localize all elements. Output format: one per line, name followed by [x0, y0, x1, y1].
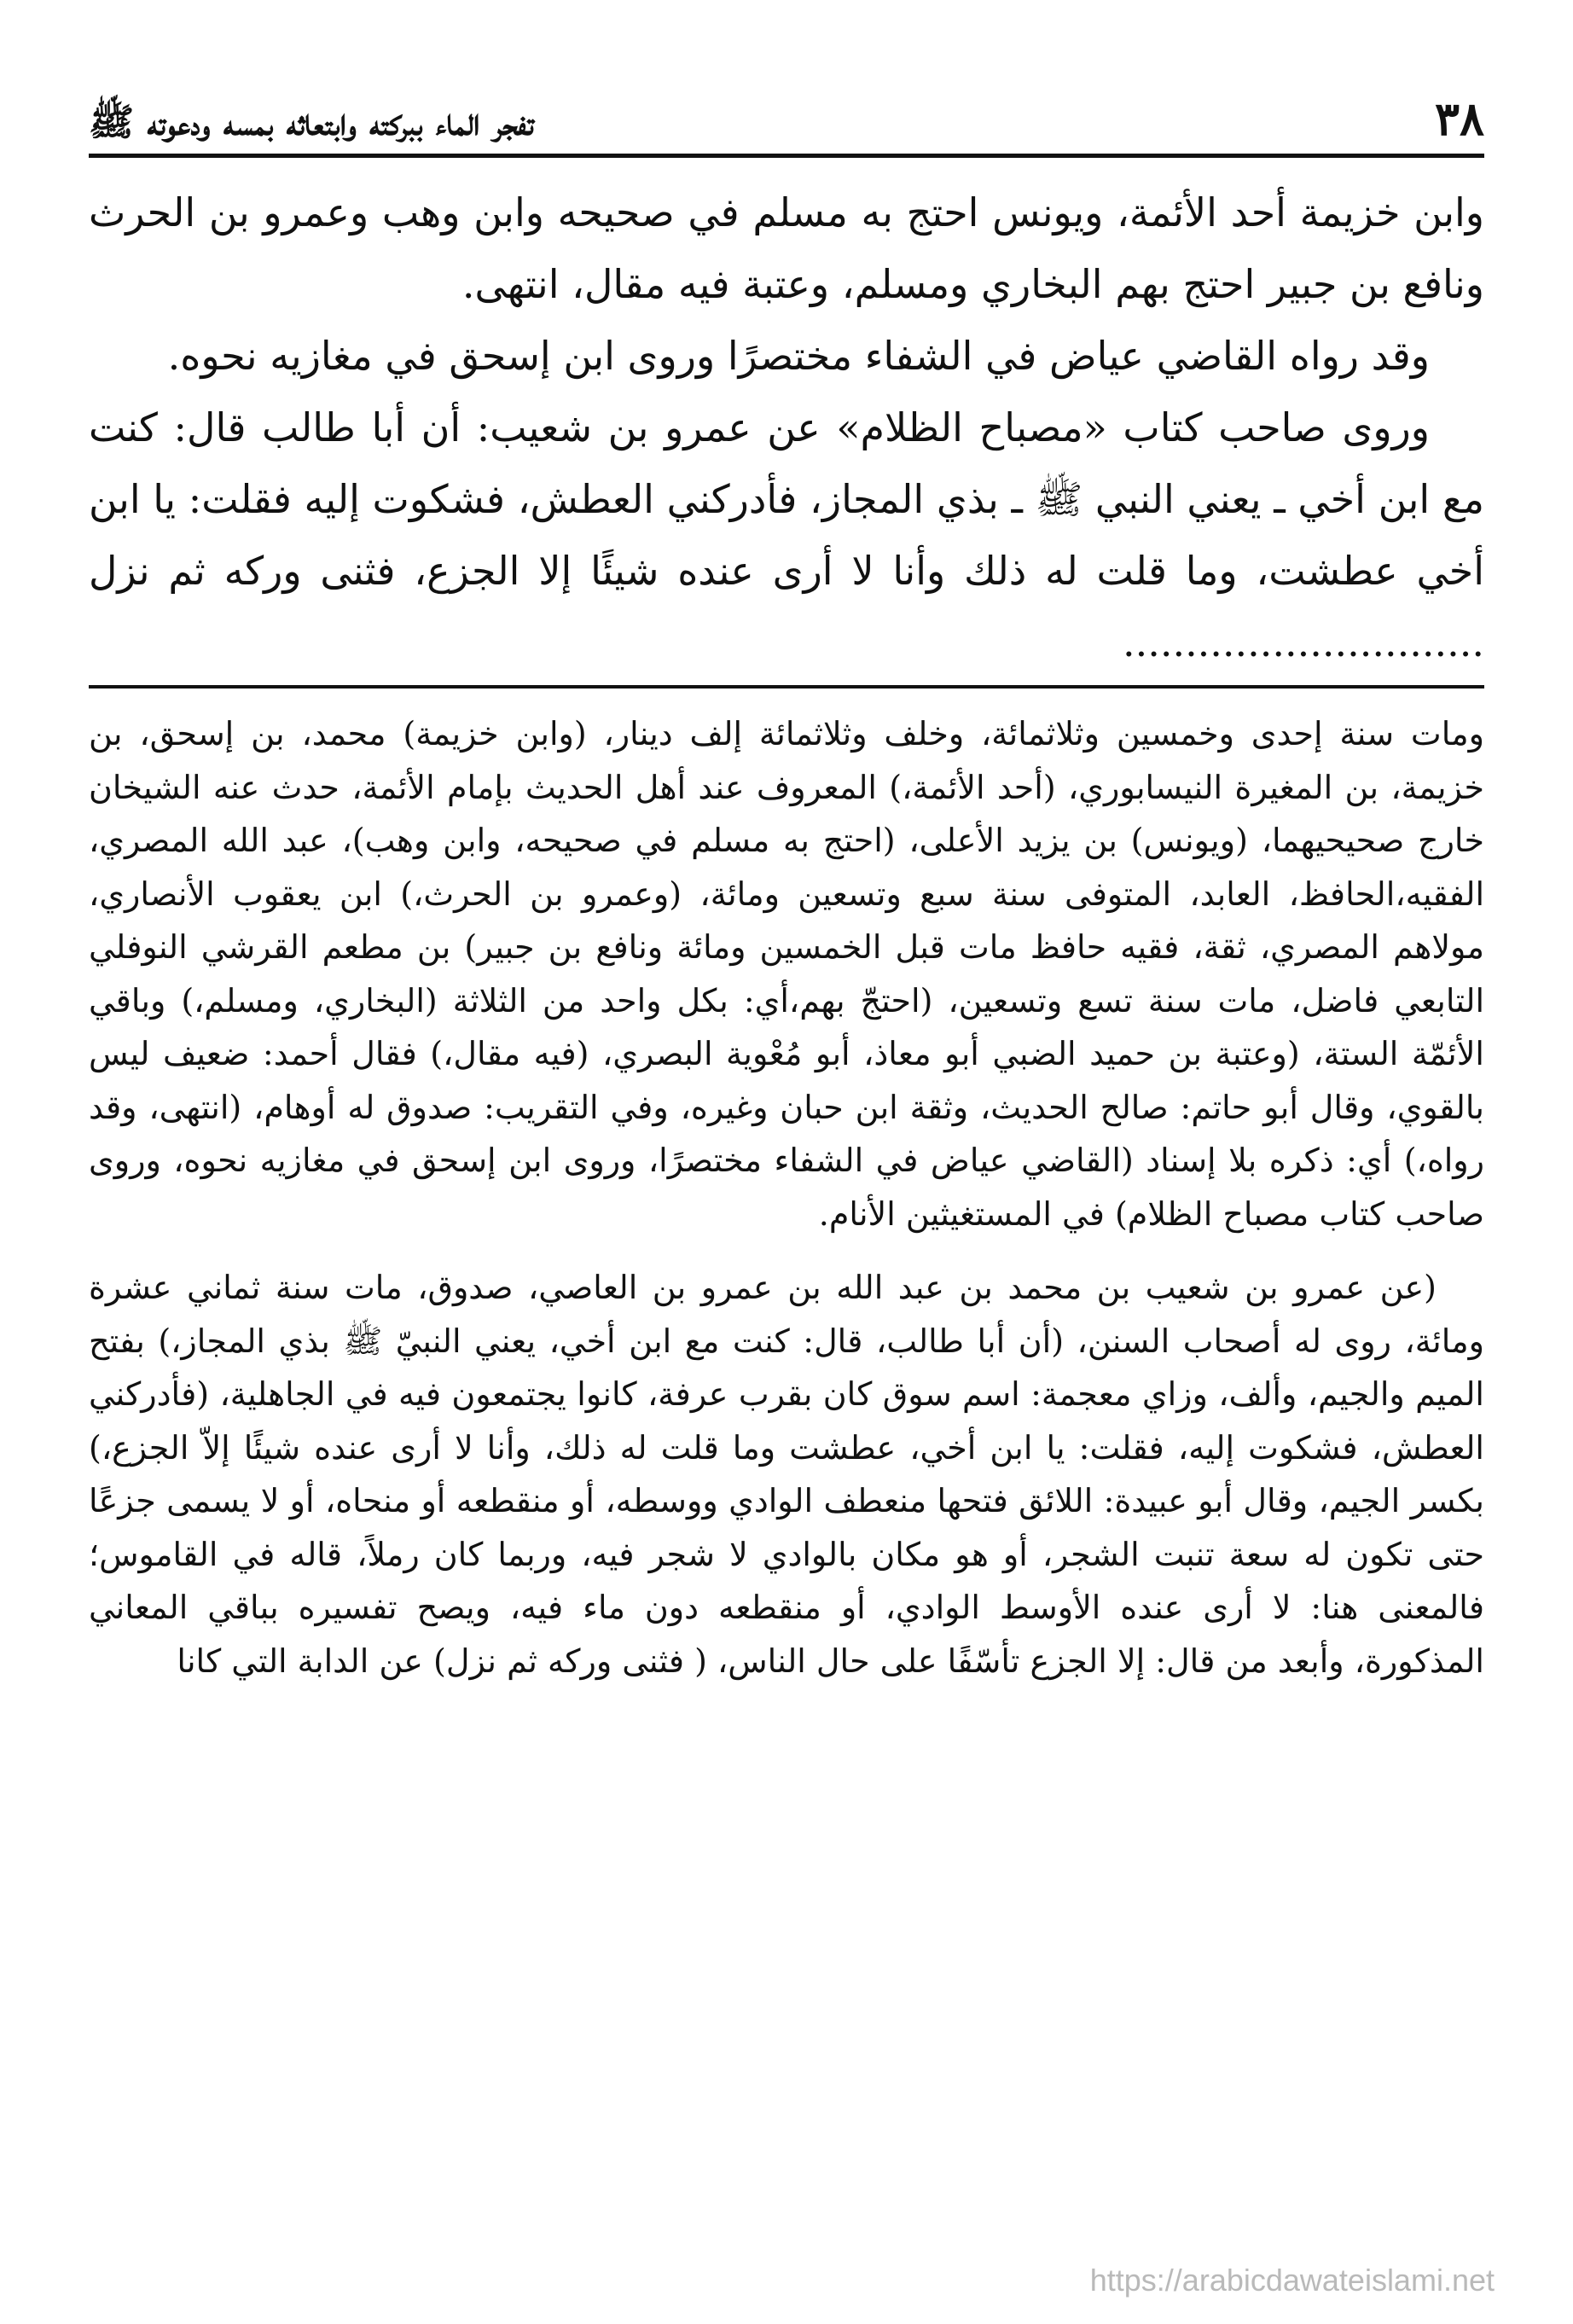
- continuation-dots: .............................: [1122, 619, 1484, 665]
- page-number: ٣٨: [1434, 91, 1484, 146]
- main-text: [89, 177, 1484, 678]
- running-title: تفجر الماء ببركته وابتعاثه بمسه ودعوته ﷺ: [89, 101, 534, 144]
- footnote-separator: [89, 685, 1484, 688]
- page-header: [89, 78, 1484, 158]
- main-paragraph-1: وابن خزيمة أحد الأئمة، ويونس احتج به مسلم في صحيحه وابن وهب وعمرو بن الحرث ونافع بن جبير احتج بهم البخاري ومسلم، وعتبة فيه مقال، انتهى.: [89, 189, 1484, 307]
- site-watermark: https://arabicdawateislami.net: [1089, 2263, 1495, 2298]
- main-paragraph-3-text: وروى صاحب كتاب «مصباح الظلام» عن عمرو بن شعيب: أن أبا طالب قال: كنت مع ابن أخي ـ يعني النبي ﷺ ـ بذي المجاز، فأدركني العطش، فشكوت إليه فقلت: يا ابن أخي عطشت، وما قلت له ذلك وأنا لا أرى عنده شيئًا إلا الجزع، فثنى وركه ثم نزل: [89, 404, 1484, 594]
- main-paragraph-2: وقد رواه القاضي عياض في الشفاء مختصرًا وروى ابن إسحق في مغازيه نحوه.: [167, 333, 1430, 379]
- commentary-paragraph-2: (عن عمرو بن شعيب بن محمد بن عبد الله بن عمرو بن العاصي، صدوق، مات سنة ثماني عشرة ومائة، روى له أصحاب السنن، (أن أبا طالب، قال: كنت مع ابن أخي، يعني النبيّ ﷺ بذي المجاز،) بفتح الميم والجيم، وألف، وزاي معجمة: اسم سوق كان بقرب عرفة، كانوا يجتمعون فيه في الجاهلية، (فأدركني العطش، فشكوت إليه، فقلت: يا ابن أخي، عطشت وما قلت له ذلك، وأنا لا أرى عنده شيئًا إلاّ الجزع،) بكسر الجيم، وقال أبو عبيدة: اللائق فتحها منعطف الوادي ووسطه، أو منقطعه أو منحاه، أو لا يسمى جزعًا حتى تكون له سعة تنبت الشجر، أو هو مكان بالوادي لا شجر فيه، وربما كان رملاً، قاله في القاموس؛ فالمعنى هنا: لا أرى عنده الأوسط الوادي، أو منقطعه دون ماء فيه، ويصح تفسيره بباقي المعاني المذكورة، وأبعد من قال: إلا الجزع تأسّفًا على حال الناس، ( فثنى وركه ثم نزل) عن الدابة التي كانا: [89, 1269, 1484, 1680]
- main-paragraph-3: [89, 392, 1484, 678]
- commentary-paragraph-1: ومات سنة إحدى وخمسين وثلاثمائة، وخلف وثلاثمائة إلف دينار، (وابن خزيمة) محمد، بن إسحق، بن خزيمة، بن المغيرة النيسابوري، (أحد الأئمة،) المعروف عند أهل الحديث بإمام الأئمة، حدث عنه الشيخان خارج صحيحيهما، (ويونس) بن يزيد الأعلى، (احتج به مسلم في صحيحه، وابن وهب)، عبد الله المصري، الفقيه،الحافظ، العابد، المتوفى سنة سبع وتسعين ومائة، (وعمرو بن الحرث،) ابن يعقوب الأنصاري، مولاهم المصري، ثقة، فقيه حافظ مات قبل الخمسين ومائة ونافع بن جبير) بن مطعم القرشي النوفلي التابعي فاضل، مات سنة تسع وتسعين، (احتجّ بهم،أي: بكل واحد من الثلاثة (البخاري، ومسلم،) وباقي الأئمّة الستة، (وعتبة بن حميد الضبي أبو معاذ، أبو مُعْوية البصري، (فيه مقال،) فقال أحمد: ضعيف ليس بالقوي، وقال أبو حاتم: صالح الحديث، وثقة ابن حبان وغيره، وفي التقريب: صدوق له أوهام، (انتهى، وقد رواه،) أي: ذكره بلا إسناد (القاضي عياض في الشفاء مختصرًا، وروى ابن إسحق في مغازيه نحوه، وروى صاحب كتاب مصباح الظلام) في المستغيثين الأنام.: [89, 715, 1484, 1233]
- book-page: [89, 78, 1484, 2297]
- commentary-text: [89, 707, 1484, 1688]
